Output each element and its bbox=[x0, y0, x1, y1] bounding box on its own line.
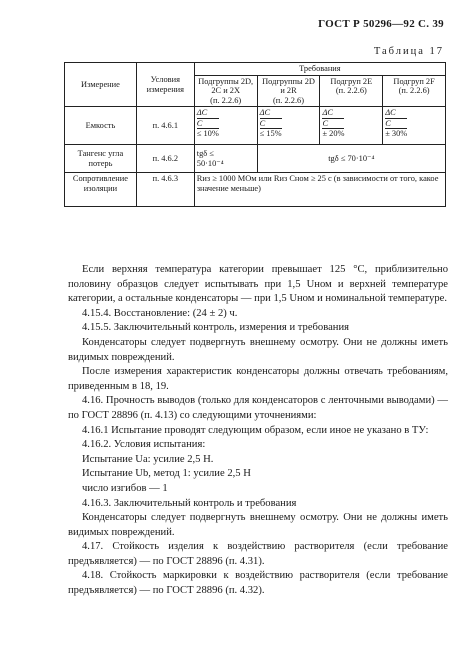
capacitance-tolerance-cell: ΔC C ≤ 15% bbox=[257, 107, 320, 145]
row-capacitance-condition: п. 4.6.1 bbox=[136, 107, 194, 145]
row-tangent-label: Тангенс угла потерь bbox=[65, 145, 137, 173]
insulation-requirement: Rиз ≥ 1000 МОм или Rиз Cном ≥ 25 с (в зависимости от того, какое значение меньше) bbox=[194, 173, 445, 207]
paragraph: 4.16. Прочность выводов (только для конденсаторов с ленточными выводами) — по ГОСТ 28896 (п. 4.13) со следующими уточнениями: bbox=[68, 395, 448, 421]
paragraph: число изгибов — 1 bbox=[82, 482, 168, 494]
paragraph: 4.17. Стойкость изделия к воздействию растворителя (если требование предъявляется) — по ГОСТ 28896 (п. 4.31). bbox=[68, 541, 448, 567]
body-text bbox=[68, 263, 448, 599]
paragraph: Конденсаторы следует подвергнуть внешнему осмотру. Они не должны иметь видимых повреждений. bbox=[68, 336, 448, 363]
row-insulation-label: Сопротивление изоляции bbox=[65, 173, 137, 207]
paragraph: После измерения характеристик конденсаторы должны отвечать требованиям, приведенным в 18, 19. bbox=[68, 366, 448, 392]
row-capacitance-label: Емкость bbox=[65, 107, 137, 145]
subgroup-header: Подгруппы 2D и 2R (п. 2.2.6) bbox=[257, 76, 320, 107]
subgroup-header: Подгруппы 2D, 2C и 2X (п. 2.2.6) bbox=[194, 76, 257, 107]
page-header: ГОСТ Р 50296—92 С. 39 bbox=[318, 18, 444, 30]
paragraph: 4.16.3. Заключительный контроль и требования bbox=[82, 497, 297, 509]
capacitance-tolerance-cell: ΔC C ± 20% bbox=[320, 107, 383, 145]
col-measurement-header: Измерение bbox=[65, 63, 137, 107]
tangent-value-a: tgδ ≤ 50·10⁻⁴ bbox=[194, 145, 257, 173]
paragraph: 4.18. Стойкость маркировки к воздействию растворителя (если требование предъявляется) — по ГОСТ 28896 (п. 4.32). bbox=[68, 570, 448, 597]
paragraph: 4.16.1 Испытание проводят следующим образом, если иное не указано в ТУ: bbox=[82, 424, 429, 436]
row-insulation-condition: п. 4.6.3 bbox=[136, 173, 194, 207]
subgroup-header: Подгруп 2F (п. 2.2.6) bbox=[383, 76, 446, 107]
paragraph: Если верхняя температура категории превышает 125 °С, приблизительно половину образцов следует испытывать при 1,5 Uном и верхней температуре категории, а остальные конденсаторы — при 1,5 Uном и номинальной температуре. bbox=[68, 264, 448, 305]
paragraph: 4.15.5. Заключительный контроль, измерения и требования bbox=[82, 322, 349, 334]
col-conditions-header: Условия измерения bbox=[136, 63, 194, 107]
requirements-table bbox=[64, 62, 446, 207]
tangent-value-b: tgδ ≤ 70·10⁻⁴ bbox=[257, 145, 445, 173]
subgroup-header: Подгруп 2E (п. 2.2.6) bbox=[320, 76, 383, 107]
paragraph: Испытание Ub, метод 1: усилие 2,5 Н bbox=[82, 468, 251, 480]
paragraph: 4.15.4. Восстановление: (24 ± 2) ч. bbox=[82, 307, 238, 319]
row-tangent-condition: п. 4.6.2 bbox=[136, 145, 194, 173]
requirements-header: Требования bbox=[194, 63, 445, 76]
capacitance-tolerance-cell: ΔC C ± 30% bbox=[383, 107, 446, 145]
capacitance-tolerance-cell: ΔC C ≤ 10% bbox=[194, 107, 257, 145]
paragraph: 4.16.2. Условия испытания: bbox=[82, 439, 206, 451]
table-caption: Таблица 17 bbox=[373, 46, 444, 57]
paragraph: Испытание Ua: усилие 2,5 Н. bbox=[82, 453, 214, 465]
paragraph: Конденсаторы следует подвергнуть внешнему осмотру. Они не должны иметь видимых повреждений. bbox=[68, 512, 448, 538]
